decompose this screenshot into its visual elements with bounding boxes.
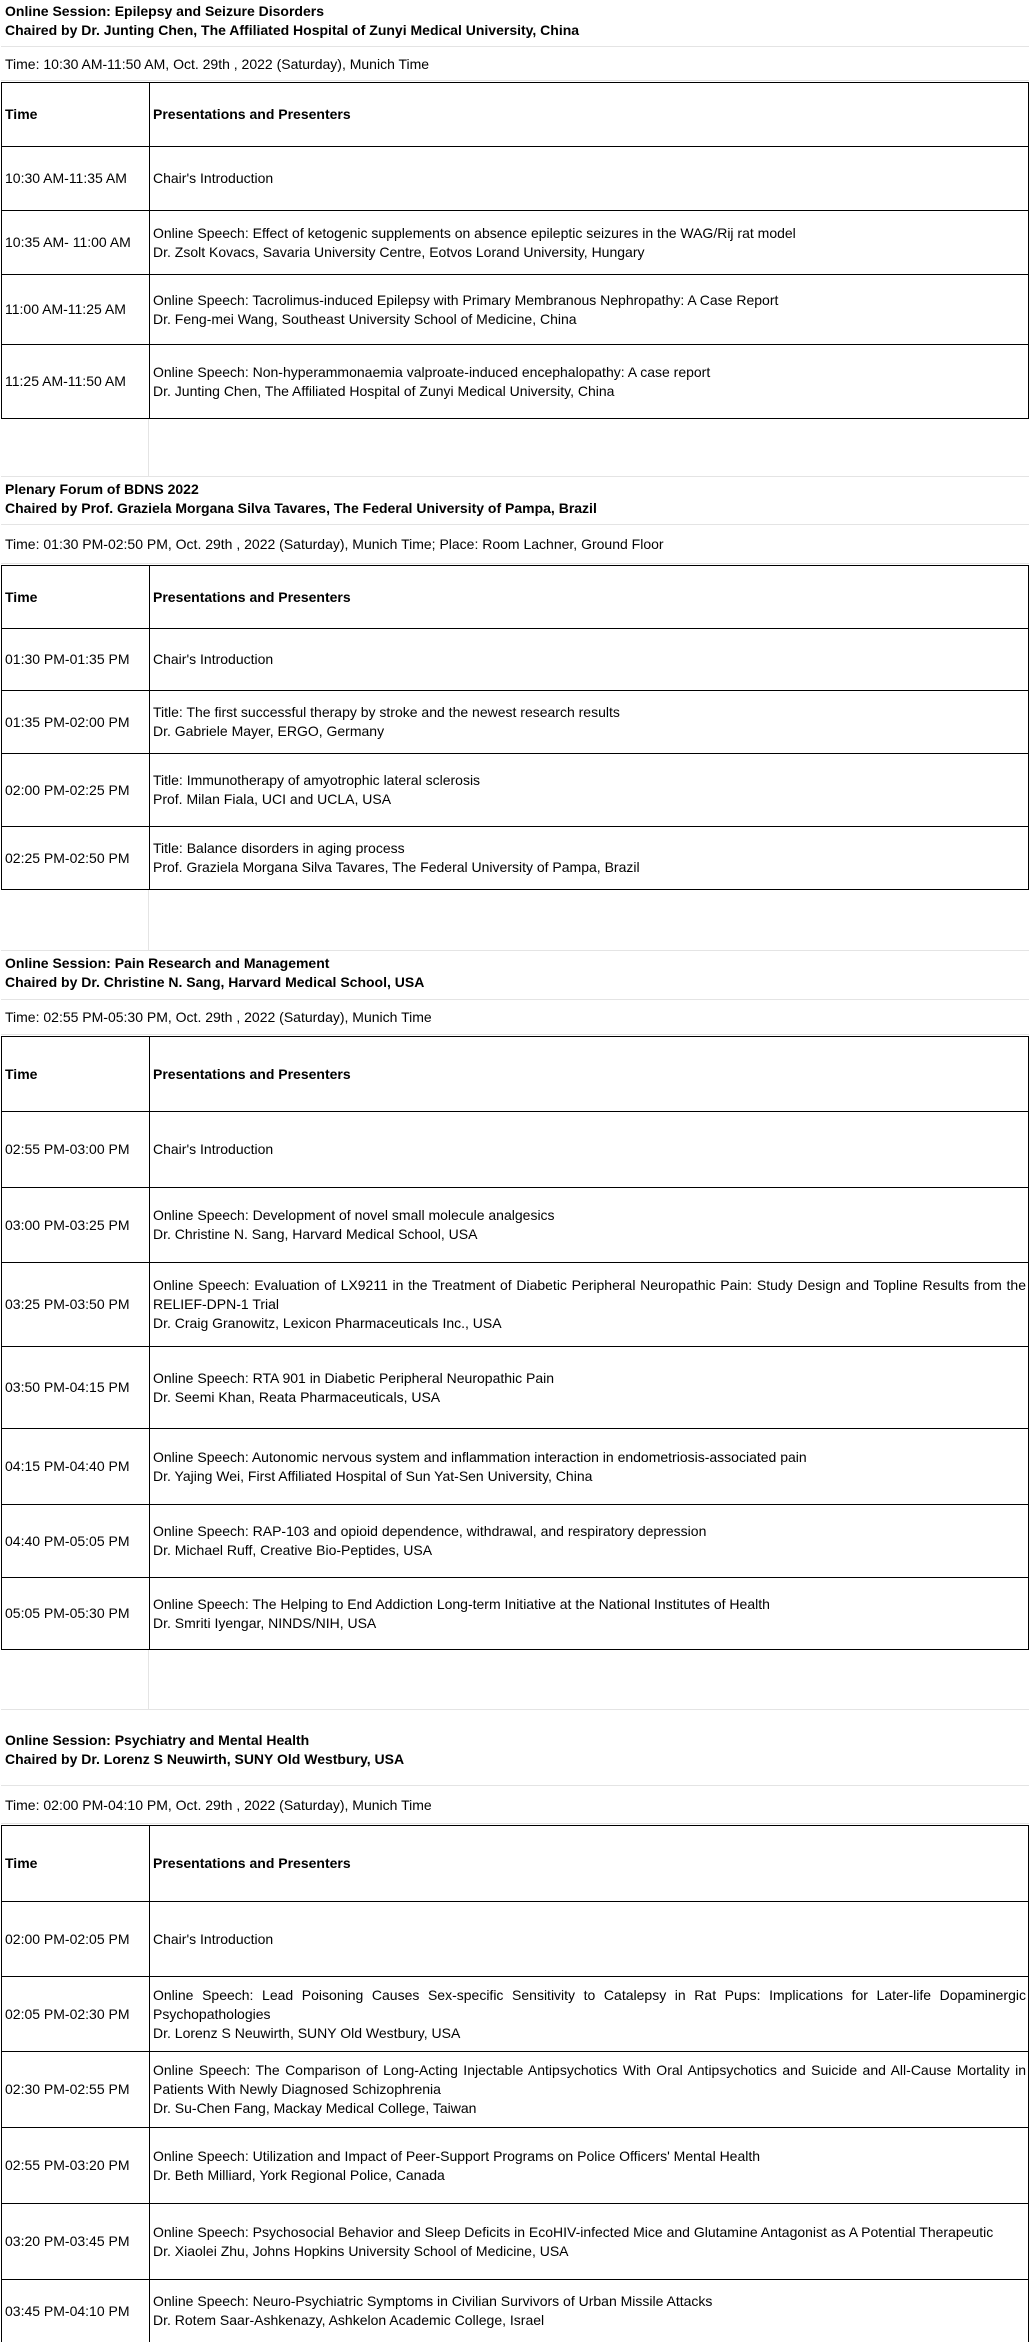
table-row [2,1188,1029,1263]
table-row [2,2052,1029,2128]
table-row [2,345,1029,419]
session-header [1,0,1029,47]
talk-title: Chair's Introduction [153,1141,274,1157]
talk-title: Online Speech: Tacrolimus-induced Epilepsy with Primary Membranous Nephropathy: A Case Report [153,291,779,308]
slot-time: 01:35 PM-02:00 PM [2,691,150,754]
presenter: Dr. Christine N. Sang, Harvard Medical School, USA [153,1226,478,1242]
slot-time: 03:20 PM-03:45 PM [2,2204,150,2280]
slot-details [150,2280,1029,2342]
slot-time: 11:00 AM-11:25 AM [2,275,150,345]
session-chair: Chaired by Dr. Junting Chen, The Affiliated Hospital of Zunyi Medical University, China [5,22,580,38]
slot-details [150,827,1029,890]
slot-time: 03:00 PM-03:25 PM [2,1188,150,1263]
slot-details [150,147,1029,211]
slot-details [150,1977,1029,2052]
slot-time: 05:05 PM-05:30 PM [2,1578,150,1650]
session-title: Plenary Forum of BDNS 2022 [5,481,199,497]
table-header-row [2,1826,1029,1902]
talk-title: Online Speech: Development of novel small molecule analgesics [153,1207,555,1223]
session-time-info: Time: 02:00 PM-04:10 PM, Oct. 29th , 2022 (Saturday), Munich Time [1,1787,1029,1824]
session-chair: Chaired by Prof. Graziela Morgana Silva Tavares, The Federal University of Pampa, Brazil [5,500,597,516]
slot-details [150,1188,1029,1263]
slot-details [150,2204,1029,2280]
table-row [2,1429,1029,1505]
talk-title: Online Speech: Neuro-Psychiatric Symptoms in Civilian Survivors of Urban Missile Attacks [153,2293,713,2309]
column-header-time: Time [2,1037,150,1112]
talk-title: Chair's Introduction [153,1930,274,1947]
presenter: Dr. Su-Chen Fang, Mackay Medical College, Taiwan [153,2100,477,2116]
schedule-table [1,82,1029,419]
talk-title: Title: Immunotherapy of amyotrophic lateral sclerosis [153,772,481,788]
slot-time: 02:00 PM-02:25 PM [2,754,150,827]
slot-details [150,1112,1029,1188]
session-title: Online Session: Pain Research and Management [5,955,330,971]
slot-time: 03:45 PM-04:10 PM [2,2280,150,2342]
talk-title: Online Speech: Autonomic nervous system and inflammation interaction in endometriosis-associated pain [153,1448,807,1465]
session-title: Online Session: Epilepsy and Seizure Disorders [5,3,324,19]
presenter: Dr. Lorenz S Neuwirth, SUNY Old Westbury, USA [153,2024,461,2041]
table-header-row [2,83,1029,147]
presenter: Dr. Gabriele Mayer, ERGO, Germany [153,723,385,739]
section-spacer [1,419,1029,477]
column-header-time: Time [2,83,150,147]
section-spacer [1,890,1029,951]
slot-time: 02:55 PM-03:20 PM [2,2128,150,2204]
slot-time: 02:00 PM-02:05 PM [2,1902,150,1977]
talk-title: Online Speech: Evaluation of LX9211 in the Treatment of Diabetic Peripheral Neuropathic Pain: Study Design and Topline Results from the RELIEF-DPN-1 Trial [153,1277,1026,1312]
presenter: Dr. Craig Granowitz, Lexicon Pharmaceuticals Inc., USA [153,1315,502,1331]
table-row [2,147,1029,211]
slot-time: 02:05 PM-02:30 PM [2,1977,150,2052]
slot-details [150,2128,1029,2204]
table-header-row [2,1037,1029,1112]
table-row [2,754,1029,827]
slot-details [150,1347,1029,1429]
talk-title: Chair's Introduction [153,170,274,186]
slot-time: 02:30 PM-02:55 PM [2,2052,150,2128]
table-row [2,1505,1029,1578]
talk-title: Online Speech: Psychosocial Behavior and Sleep Deficits in EcoHIV-infected Mice and Glutamine Antagonist as A Potential Therapeutic [153,2223,994,2240]
presenter: Dr. Yajing Wei, First Affiliated Hospital of Sun Yat-Sen University, China [153,1467,593,1484]
slot-time: 04:15 PM-04:40 PM [2,1429,150,1505]
slot-time: 04:40 PM-05:05 PM [2,1505,150,1578]
session-header [1,1711,1029,1786]
slot-time: 03:25 PM-03:50 PM [2,1263,150,1347]
slot-details [150,1505,1029,1578]
column-header-presentations: Presentations and Presenters [150,1037,1029,1112]
presenter: Dr. Smriti Iyengar, NINDS/NIH, USA [153,1614,377,1631]
talk-title: Online Speech: Lead Poisoning Causes Sex-specific Sensitivity to Catalepsy in Rat Pups: Implications for Later-life Dopaminergic Psychopathologies [153,1986,1026,2022]
session-chair: Chaired by Dr. Christine N. Sang, Harvard Medical School, USA [5,974,425,990]
presenter: Dr. Beth Milliard, York Regional Police, Canada [153,2166,445,2183]
slot-time: 11:25 AM-11:50 AM [2,345,150,419]
session-header [1,952,1029,1000]
slot-time: 02:25 PM-02:50 PM [2,827,150,890]
slot-details [150,345,1029,419]
table-row [2,211,1029,275]
slot-details [150,691,1029,754]
table-row [2,2204,1029,2280]
slot-details [150,275,1029,345]
column-header-presentations: Presentations and Presenters [150,83,1029,147]
table-row [2,1977,1029,2052]
schedule-table [1,1825,1029,2342]
table-row [2,827,1029,890]
presenter: Prof. Milan Fiala, UCI and UCLA, USA [153,791,392,807]
presenter: Dr. Junting Chen, The Affiliated Hospital of Zunyi Medical University, China [153,382,615,399]
section-spacer [1,1650,1029,1710]
column-header-presentations: Presentations and Presenters [150,566,1029,629]
schedule-table [1,565,1029,890]
column-header-presentations: Presentations and Presenters [150,1826,1029,1902]
table-row [2,2128,1029,2204]
presenter: Dr. Michael Ruff, Creative Bio-Peptides, USA [153,1542,433,1558]
slot-details [150,1429,1029,1505]
slot-details [150,754,1029,827]
talk-title: Chair's Introduction [153,651,274,667]
talk-title: Online Speech: Effect of ketogenic supplements on absence epileptic seizures in the WAG/Rij rat model [153,224,796,241]
talk-title: Title: Balance disorders in aging process [153,840,405,856]
talk-title: Online Speech: The Helping to End Addiction Long-term Initiative at the National Institutes of Health [153,1595,770,1612]
presenter: Prof. Graziela Morgana Silva Tavares, The Federal University of Pampa, Brazil [153,859,640,875]
presenter: Dr. Rotem Saar-Ashkenazy, Ashkelon Academic College, Israel [153,2312,545,2328]
talk-title: Online Speech: Non-hyperammonaemia valproate-induced encephalopathy: A case report [153,363,711,380]
table-row [2,1578,1029,1650]
talk-title: Online Speech: RTA 901 in Diabetic Peripheral Neuropathic Pain [153,1369,555,1386]
table-row [2,1902,1029,1977]
table-row [2,1263,1029,1347]
schedule-table [1,1036,1029,1650]
presenter: Dr. Seemi Khan, Reata Pharmaceuticals, USA [153,1388,441,1405]
slot-details [150,2052,1029,2128]
presenter: Dr. Feng-mei Wang, Southeast University School of Medicine, China [153,310,577,327]
presenter: Dr. Xiaolei Zhu, Johns Hopkins University School of Medicine, USA [153,2242,569,2259]
table-row [2,1112,1029,1188]
slot-time: 10:30 AM-11:35 AM [2,147,150,211]
slot-time: 10:35 AM- 11:00 AM [2,211,150,275]
presenter: Dr. Zsolt Kovacs, Savaria University Centre, Eotvos Lorand University, Hungary [153,243,645,260]
session-title: Online Session: Psychiatry and Mental Health [5,1732,310,1748]
session-header [1,478,1029,525]
slot-details [150,1263,1029,1347]
talk-title: Online Speech: Utilization and Impact of Peer-Support Programs on Police Officers' Mental Health [153,2147,761,2164]
slot-details [150,1578,1029,1650]
slot-time: 03:50 PM-04:15 PM [2,1347,150,1429]
session-chair: Chaired by Dr. Lorenz S Neuwirth, SUNY Old Westbury, USA [5,1751,405,1767]
table-row [2,1347,1029,1429]
talk-title: Title: The first successful therapy by stroke and the newest research results [153,704,620,720]
table-row [2,2280,1029,2342]
slot-details [150,1902,1029,1977]
slot-details [150,629,1029,691]
slot-details [150,211,1029,275]
column-header-time: Time [2,1826,150,1902]
session-time-info: Time: 02:55 PM-05:30 PM, Oct. 29th , 2022 (Saturday), Munich Time [1,1001,1029,1035]
table-row [2,629,1029,691]
table-row [2,691,1029,754]
session-time-info: Time: 10:30 AM-11:50 AM, Oct. 29th , 2022 (Saturday), Munich Time [1,48,1029,81]
slot-time: 02:55 PM-03:00 PM [2,1112,150,1188]
session-time-info: Time: 01:30 PM-02:50 PM, Oct. 29th , 2022 (Saturday), Munich Time; Place: Room Lachner, Ground Floor [1,526,1029,564]
table-row [2,275,1029,345]
talk-title: Online Speech: The Comparison of Long-Acting Injectable Antipsychotics With Oral Antipsychotics and Suicide and All-Cause Mortality in Patients With Newly Diagnosed Schizophrenia [153,2062,1026,2097]
column-header-time: Time [2,566,150,629]
table-header-row [2,566,1029,629]
talk-title: Online Speech: RAP-103 and opioid dependence, withdrawal, and respiratory depression [153,1523,707,1539]
slot-time: 01:30 PM-01:35 PM [2,629,150,691]
